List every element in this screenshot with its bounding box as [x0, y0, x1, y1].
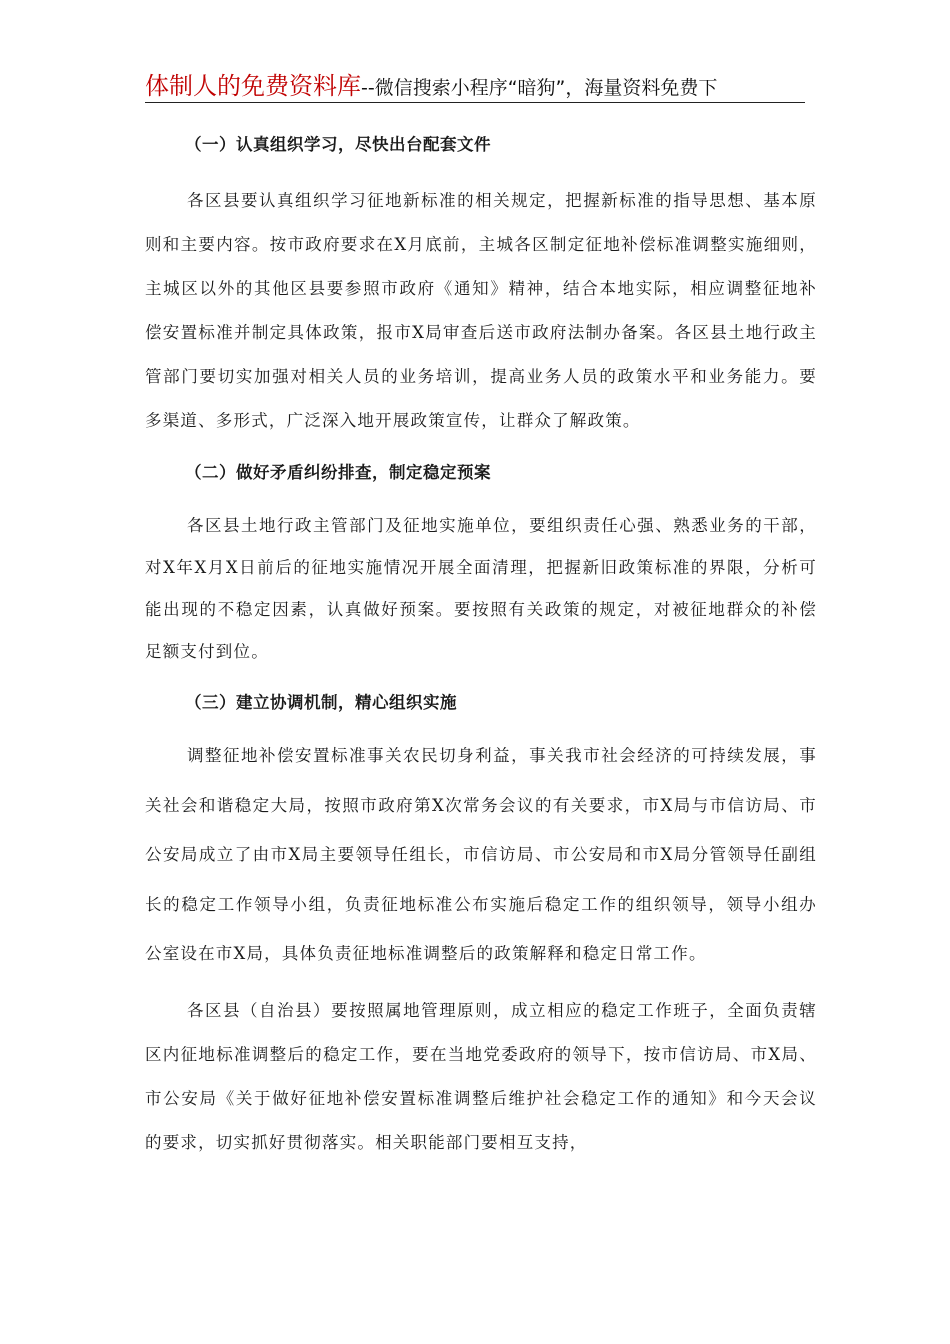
page-header	[145, 66, 805, 103]
header-brand: 体制人的免费资料库	[145, 72, 361, 100]
header-tagline: --微信搜索小程序“暗狗”，海量资料免费下	[361, 77, 718, 99]
document-body	[145, 125, 817, 1165]
body-paragraph: 调整征地补偿安置标准事关农民切身利益，事关我市社会经济的可持续发展，事关社会和谐稳定大局，按照市政府第X次常务会议的有关要求，市X局与市信访局、市公安局成立了由市X局主要领导任组长，市信访局、市公安局和市X局分管领导任副组长的稳定工作领导小组，负责征地标准公布实施后稳定工作的组织领导，领导小组办公室设在市X局，具体负责征地标准调整后的政策解释和稳定日常工作。	[145, 746, 817, 963]
section-heading: （二）做好矛盾纠纷排查，制定稳定预案	[185, 463, 491, 482]
body-paragraph: 各区县（自治县）要按照属地管理原则，成立相应的稳定工作班子，全面负责辖区内征地标准调整后的稳定工作，要在当地党委政府的领导下，按市信访局、市X局、市公安局《关于做好征地补偿安置标准调整后维护社会稳定工作的通知》和今天会议的要求，切实抓好贯彻落实。相关职能部门要相互支持，	[145, 1000, 817, 1152]
section-heading: （三）建立协调机制，精心组织实施	[185, 693, 457, 712]
body-paragraph: 各区县土地行政主管部门及征地实施单位，要组织责任心强、熟悉业务的干部，对X年X月X日前后的征地实施情况开展全面清理，把握新旧政策标准的界限，分析可能出现的不稳定因素，认真做好预案。要按照有关政策的规定，对被征地群众的补偿足额支付到位。	[145, 516, 817, 661]
section-heading: （一）认真组织学习，尽快出台配套文件	[185, 135, 491, 154]
body-paragraph: 各区县要认真组织学习征地新标准的相关规定，把握新标准的指导思想、基本原则和主要内容。按市政府要求在X月底前，主城各区制定征地补偿标准调整实施细则，主城区以外的其他区县要参照市政府《通知》精神，结合本地实际，相应调整征地补偿安置标准并制定具体政策，报市X局审查后送市政府法制办备案。各区县土地行政主管部门要切实加强对相关人员的业务培训，提高业务人员的政策水平和业务能力。要多渠道、多形式，广泛深入地开展政策宣传，让群众了解政策。	[145, 191, 817, 430]
